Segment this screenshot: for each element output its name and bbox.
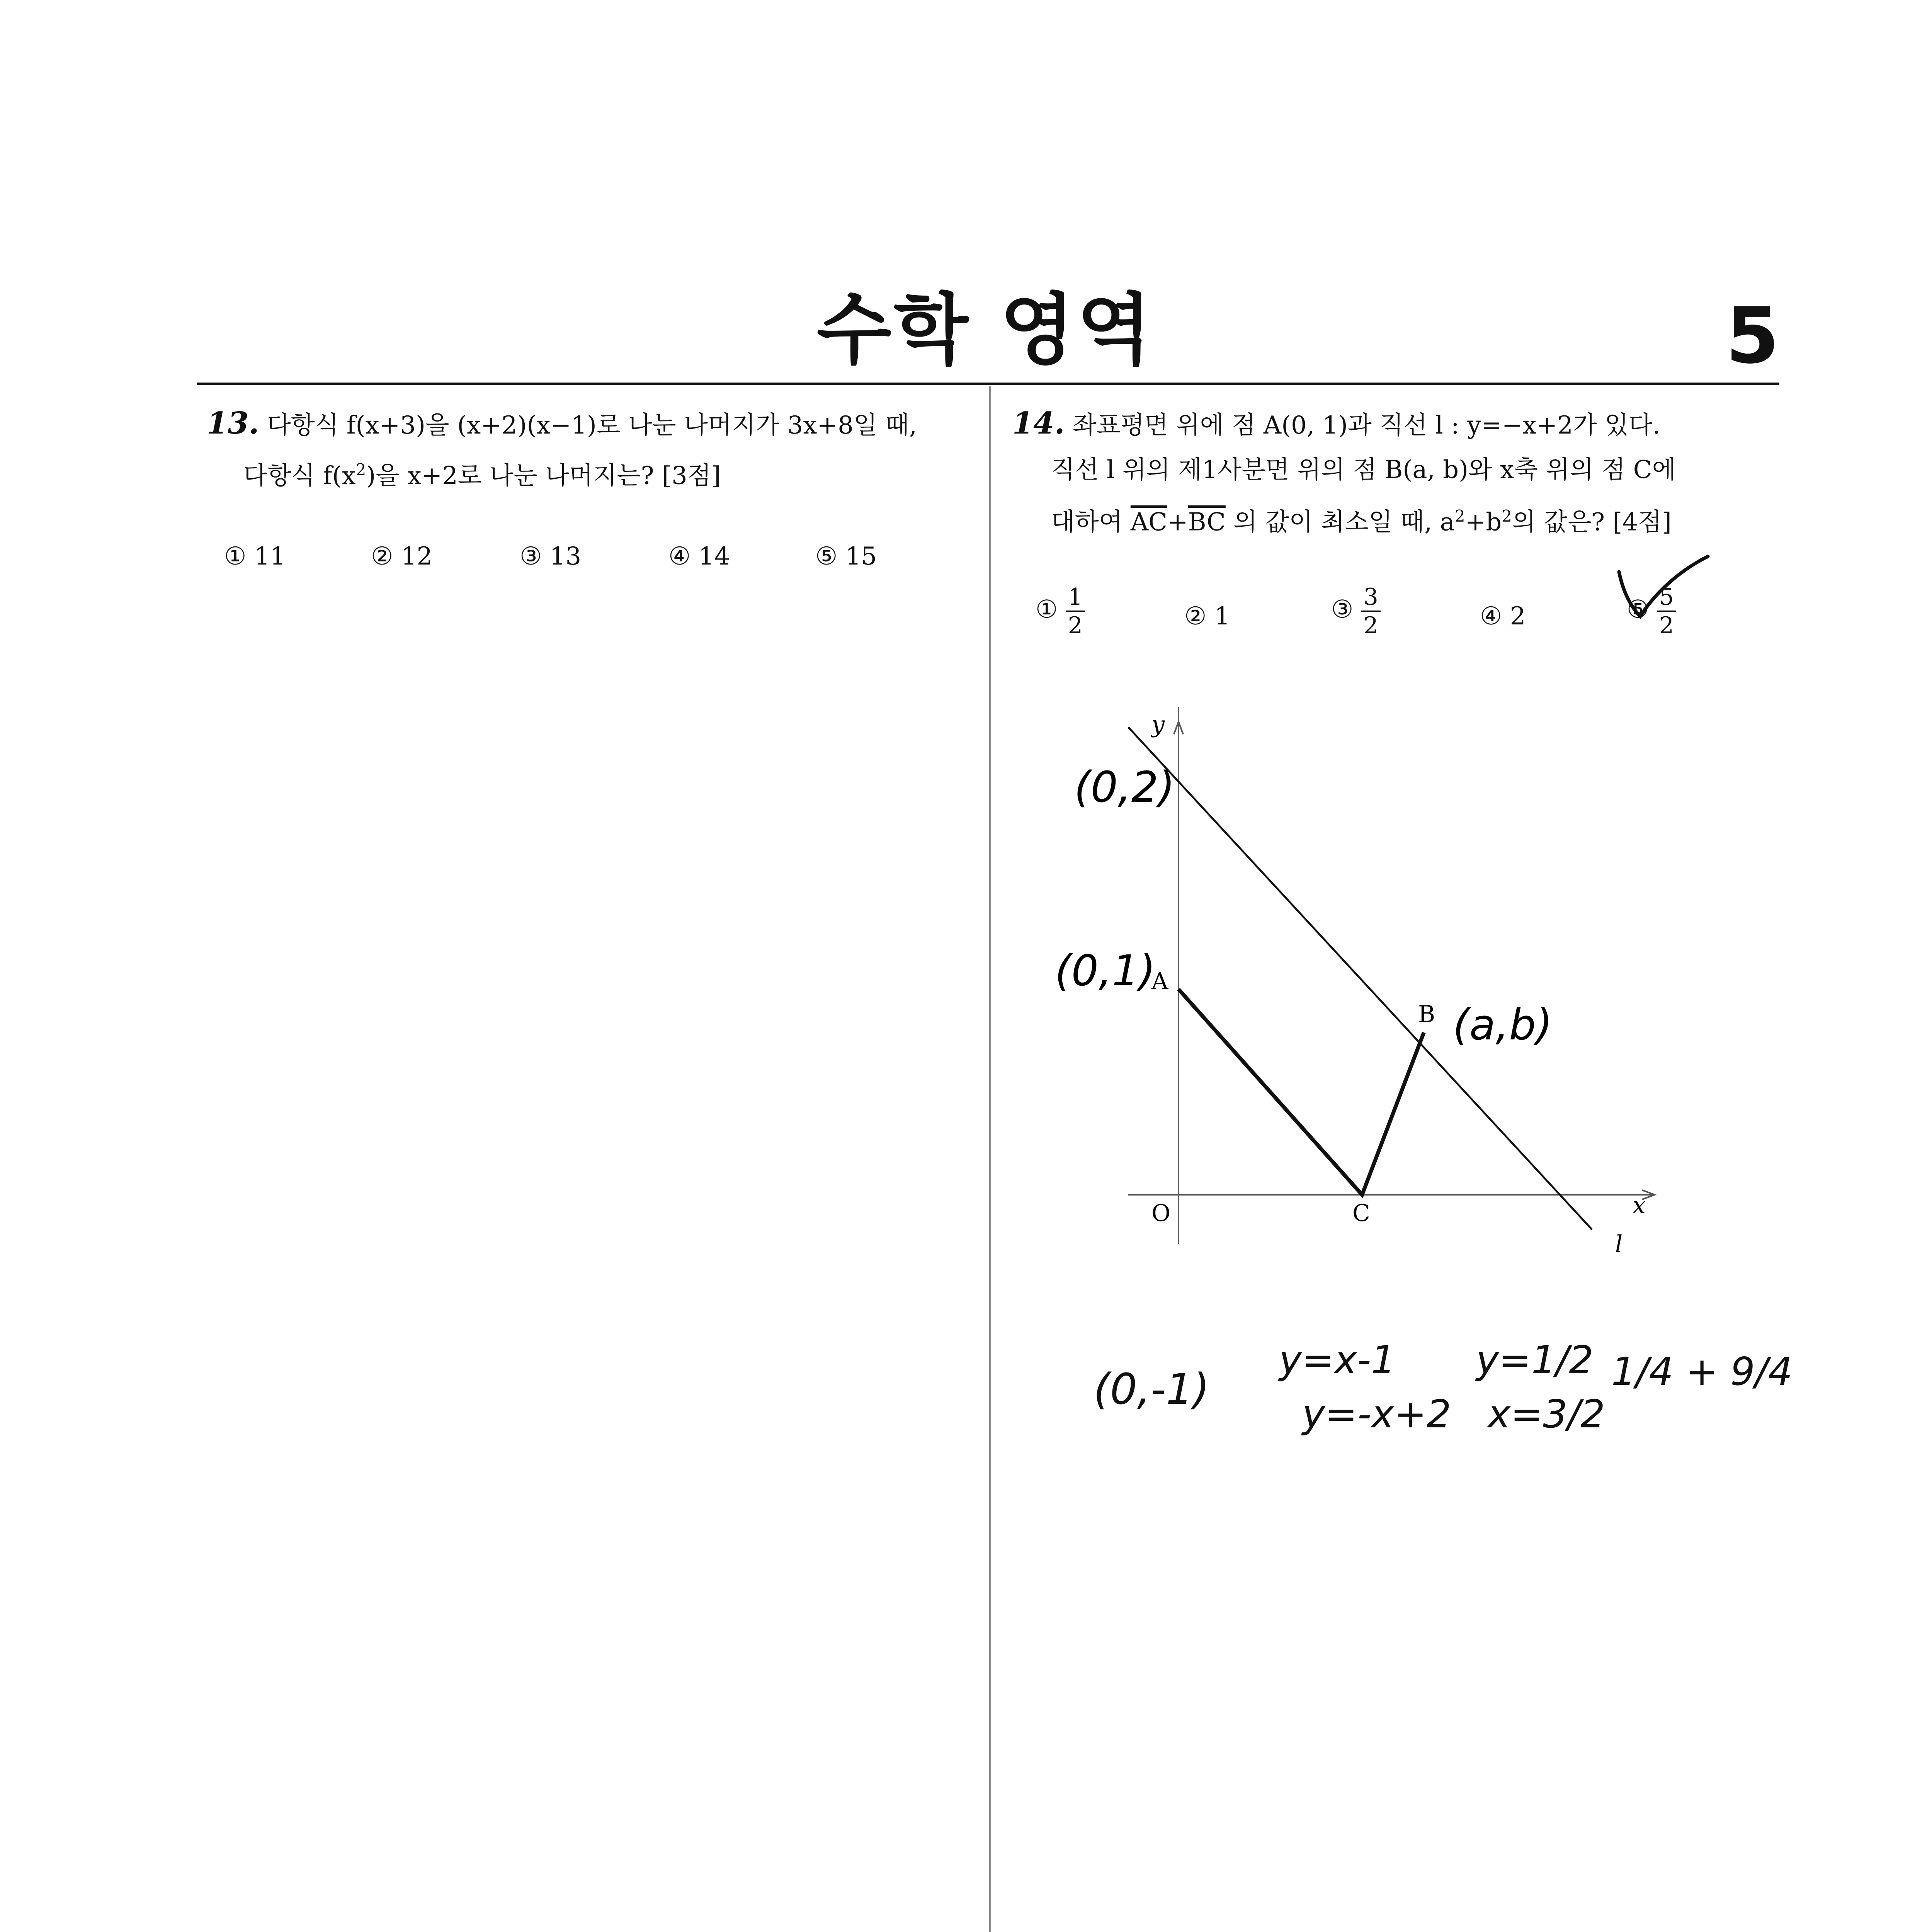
question-13-number: 13.: [207, 406, 259, 441]
question-14-line2: 직선 l 위의 제1사분면 위의 점 B(a, b)와 x축 위의 점 C에: [1051, 456, 1676, 484]
q13-choice-3[interactable]: ③ 13: [520, 542, 582, 571]
label-o: O: [1151, 1200, 1171, 1227]
label-x: x: [1633, 1192, 1646, 1219]
hand-point-ab: (a,b): [1453, 1000, 1553, 1049]
hand-sol-y: y=1/2: [1476, 1337, 1594, 1383]
path-acb: [1179, 989, 1424, 1195]
label-b: B: [1418, 1001, 1435, 1028]
hand-eq2: y=-x+2: [1302, 1391, 1451, 1437]
hand-point-02: (0,2): [1074, 762, 1175, 812]
question-14-line1: 14. 좌표평면 위에 점 A(0, 1)과 직선 l : y=−x+2가 있다.: [1012, 406, 1661, 441]
page-title: 수학 영역: [816, 285, 1154, 375]
hand-point-01: (0,1): [1055, 946, 1156, 995]
q14-choice-1[interactable]: ① $\frac{1}{2}$: [1036, 583, 1085, 639]
hand-sum: 1/4 + 9/4: [1611, 1349, 1793, 1394]
q14-choice-5[interactable]: ⑤ $\frac{5}{2}$: [1627, 583, 1676, 639]
line-l: [1128, 727, 1592, 1230]
q13-choice-1[interactable]: ① 11: [224, 542, 286, 571]
coordinate-figure: [1055, 707, 1692, 1287]
q13-choice-5[interactable]: ⑤ 15: [815, 542, 877, 571]
column-divider: [989, 386, 991, 1932]
check-mark-icon: [1604, 549, 1719, 638]
q14-choice-2[interactable]: ② 1: [1184, 602, 1230, 631]
page-number: 5: [1725, 291, 1779, 381]
question-13-line1: 13. 다항식 f(x+3)을 (x+2)(x−1)로 나눈 나머지가 3x+8일 때,: [207, 406, 917, 441]
label-a: A: [1151, 968, 1168, 995]
q14-choice-4[interactable]: ④ 2: [1480, 602, 1526, 631]
q13-choice-4[interactable]: ④ 14: [668, 542, 730, 571]
label-c: C: [1352, 1200, 1370, 1227]
header-rule: [197, 383, 1779, 385]
question-14-line3: 대하여 $\overline{AC}+\overline{BC}$ 의 값이 최소일 때, $a^2+b^2$의 값은? [4점]: [1051, 507, 1672, 537]
hand-eq1: y=x-1: [1279, 1337, 1396, 1383]
hand-sol-x: x=3/2: [1488, 1391, 1605, 1437]
q14-choice-3[interactable]: ③ $\frac{3}{2}$: [1331, 583, 1381, 639]
hand-reflect: (0,-1): [1094, 1364, 1210, 1414]
question-13-line2: 다항식 $f(x^2)$을 x+2로 나눈 나머지는? [3점]: [243, 460, 721, 490]
label-y: y: [1151, 711, 1165, 738]
question-14-number: 14.: [1012, 406, 1065, 441]
label-l: l: [1615, 1231, 1623, 1258]
q13-choice-2[interactable]: ② 12: [371, 542, 433, 571]
